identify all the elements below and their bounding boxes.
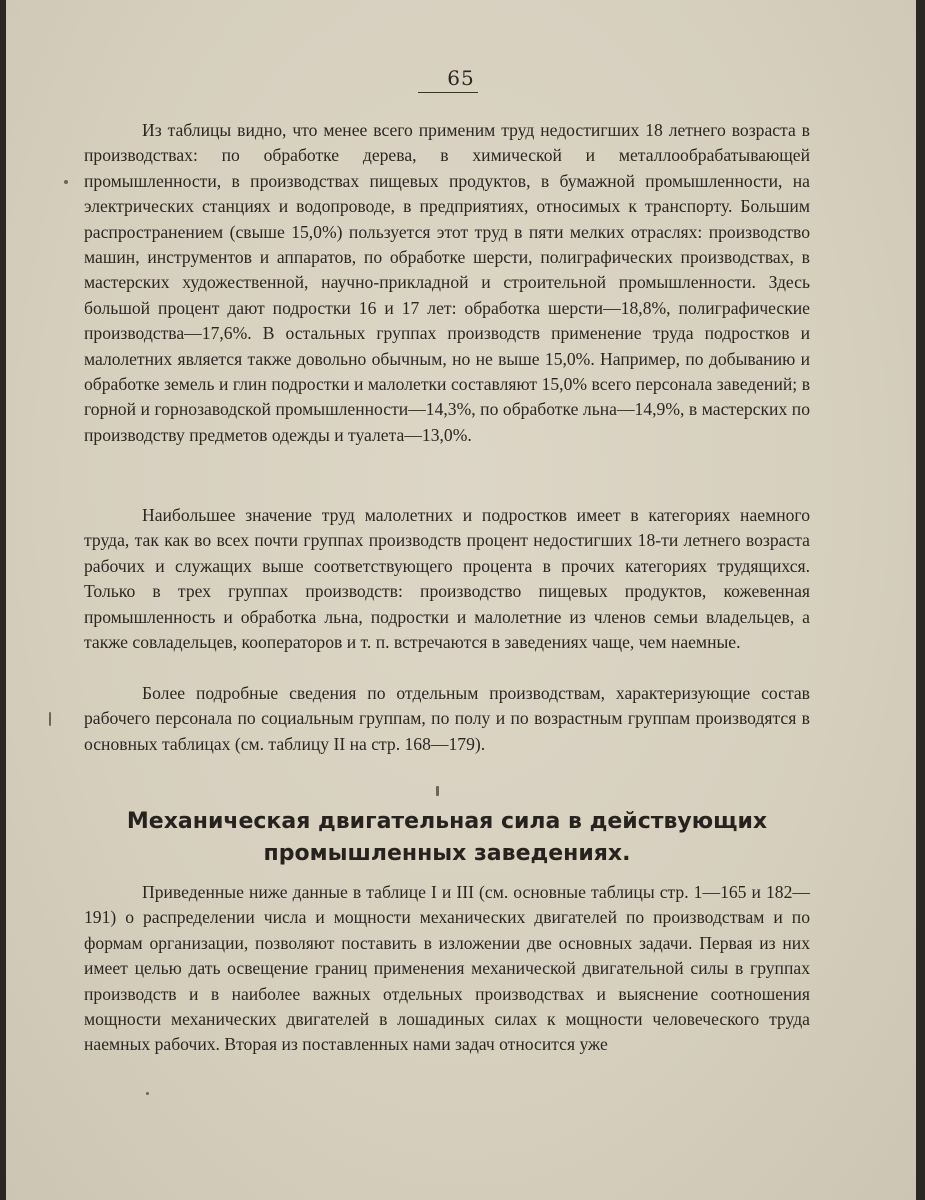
- document-page: [6, 0, 916, 1200]
- paragraph-block: [84, 118, 810, 448]
- paragraph-2: Наибольшее значение труд малолетних и подростков имеет в категориях наемного труда, так как во всех почти группах производств процент недостигших 18-ти летнего возраста рабочих и служащих выше соответствующего процента в прочих категориях трудящихся. Только в трех группах производств: производство пищевых продуктов, кожевенная промышленность и обработка льна, подростки и малолетние из членов семьи владельцев, а также совладельцев, кооператоров и т. п. встречаются в заведениях чаще, чем наемные.: [84, 505, 810, 653]
- paper-speck: [49, 712, 51, 726]
- section-heading: Механическая двигательная сила в действующих промышленных заведениях.: [126, 809, 768, 866]
- page-number-underline: [418, 92, 478, 93]
- paragraph-1: Из таблицы видно, что менее всего применим труд недостигших 18 летнего возраста в производствах: по обработке дерева, в химической и металлообрабатывающей промышленности, в производствах пищевых продуктов, в бумажной промышленности, на электрических станциях и водопроводе, в предприятиях, относимых к транспорту. Большим распространением (свыше 15,0%) пользуется этот труд в пяти мелких отраслях: производство машин, инструментов и аппаратов, по обработке шерсти, полиграфических производствах, в мастерских художественной, научно-прикладной и строительной промышленности. Здесь большой процент дают подростки 16 и 17 лет: обработка шерсти—18,8%, полиграфические производства—17,6%. В остальных группах производств применение труда подростков и малолетних является также довольно обычным, но не выше 15,0%. Например, по добыванию и обработке земель и глин подростки и малолетки составляют 15,0% всего персонала заведений; в горной и горнозаводской промышленности—14,3%, по обработке льна—14,9%, в мастерских по производству предметов одежды и туалета—13,0%.: [84, 120, 810, 445]
- paragraph-3: Более подробные сведения по отдельным производствам, характеризующие состав рабочего персонала по социальным группам, по полу и по возрастным группам производятся в основных таблицах (см. таблицу II на стр. 168—179).: [84, 683, 810, 754]
- page-number: 65: [447, 66, 475, 90]
- paragraph-block: [84, 880, 810, 1058]
- paragraph-block: [84, 503, 810, 655]
- paper-speck: [436, 786, 439, 796]
- paper-speck: [146, 1092, 149, 1095]
- section-paragraph: Приведенные ниже данные в таблице I и III (см. основные таблицы стр. 1—165 и 182—191) о распределении числа и мощности механических двигателей по производствам и по формам организации, позволяют поставить в изложении две основных задачи. Первая из них имеет целью дать освещение границ применения механической двигательной силы в группах производств и в наиболее важных отдельных производствах и выяснение соотношения мощности механических двигателей в лошадиных силах к мощности человеческого труда наемных рабочих. Вторая из поставленных нами задач относится уже: [84, 882, 810, 1055]
- paragraph-block: [84, 681, 810, 757]
- paper-speck: [64, 180, 68, 184]
